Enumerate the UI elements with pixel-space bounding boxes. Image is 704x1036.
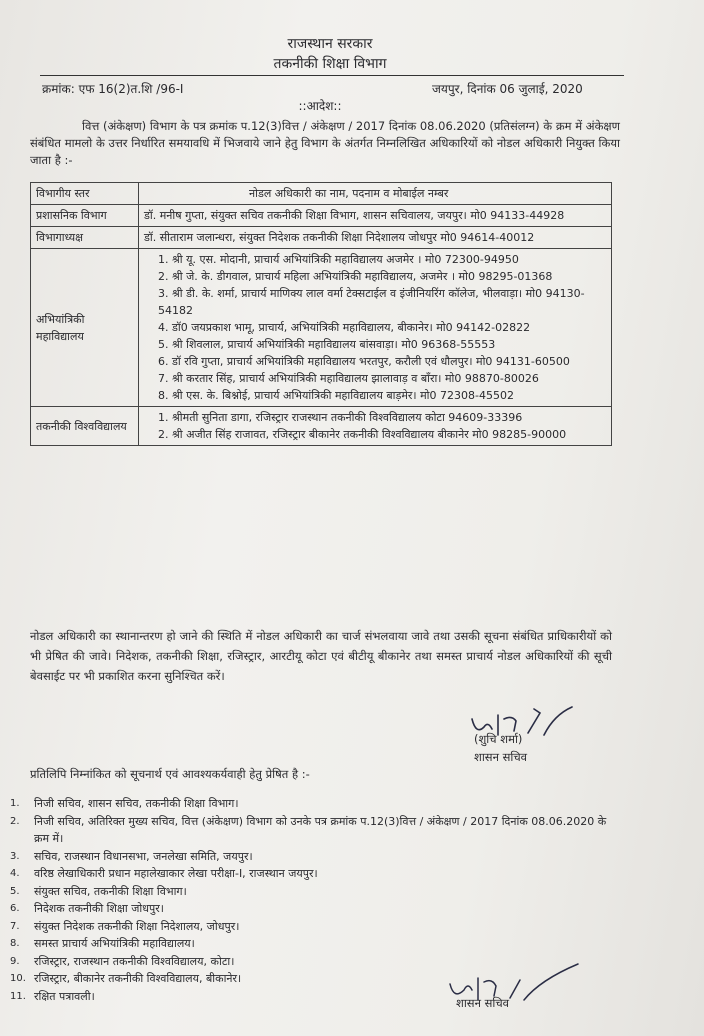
column-header-officer: नोडल अधिकारी का नाम, पदनाम व मोबाईल नम्बर [139, 183, 612, 205]
list-item [10, 865, 620, 883]
list-item: 6. डॉ रवि गुप्ता, प्राचार्य अभियांत्रिकी महाविद्यालय भरतपुर, करौली एवं धौलपुर। मो0 94131-60500 [158, 355, 570, 368]
row-officer-details: डॉ. सीताराम जलान्धरा, संयुक्त निदेशक तकनीकी शिक्षा निदेशालय जोधपुर मो0 94614-40012 [139, 227, 612, 249]
row-level-label: प्रशासनिक विभाग [31, 205, 139, 227]
intro-paragraph: वित्त (अंकेक्षण) विभाग के पत्र क्रमांक प.12(3)वित्त / अंकेक्षण / 2017 दिनांक 08.06.2020 (प्रतिसंलग्न) के क्रम में अंकेक्षण संबंधित मामलो के उत्तर निर्धारित समयावधि में भिजवाये जाने हेतु विभाग के अंतर्गत निम्नलिखित अधिकारियों को नोडल अधिकारी नियुक्त किया जाता है :- [30, 119, 620, 167]
table-row [31, 249, 612, 407]
list-item [10, 795, 620, 813]
item-number: 2. [10, 815, 20, 827]
signatory-name: (शुचि शर्मा) [474, 732, 523, 746]
row-officer-list [139, 249, 612, 407]
government-heading: राजस्थान सरकार [287, 36, 373, 52]
item-number: 8. [10, 938, 20, 949]
list-item [10, 918, 620, 936]
list-item [10, 883, 620, 901]
list-item: 3. श्री डी. के. शर्मा, प्राचार्य माणिक्य लाल वर्मा टेक्सटाईल व इंजीनियरिंग कॉलेज, भीलवाड़ा। मो0 94130-54182 [158, 287, 585, 317]
list-item: 2. श्री जे. के. डीगवाल, प्राचार्य महिला अभियांत्रिकी महाविद्यालय, अजमेर । मो0 98295-01368 [158, 270, 553, 283]
list-item: 7. श्री करतार सिंह, प्राचार्य अभियांत्रिकी महाविद्यालय झालावाड़ व बाँरा। मो0 98870-80026 [158, 372, 539, 385]
item-number: 6. [10, 903, 20, 914]
list-item: 5. श्री शिवलाल, प्राचार्य अभियांत्रिकी महाविद्यालय बांसवाड़ा। मो0 96368-55553 [158, 338, 496, 351]
column-header-level: विभागीय स्तर [31, 183, 139, 205]
university-officers [144, 409, 606, 443]
signatory-title: शासन सचिव [474, 750, 528, 764]
item-number: 9. [10, 955, 20, 967]
list-item [10, 813, 620, 848]
table-row [31, 407, 612, 446]
copy-to-heading: प्रतिलिपि निम्नांकित को सूचनार्थ एवं आवश्यकर्यवाही हेतु प्रेषित है :- [30, 767, 310, 781]
row-officer-list [139, 407, 612, 446]
nodal-officer-table [30, 182, 612, 446]
list-item: 1. श्री यू. एस. मोदानी, प्राचार्य अभियांत्रिकी महाविद्यालय अजमेर । मो0 72300-94950 [158, 253, 519, 266]
list-item: 8. श्री एस. के. बिश्नोई, प्राचार्य अभियांत्रिकी महाविद्यालय बाड़मेर। मो0 72308-45502 [158, 389, 514, 402]
table-header-row [31, 183, 612, 205]
row-level-label: विभागाध्यक्ष [31, 227, 139, 249]
list-item [10, 848, 620, 866]
item-number: 5. [10, 885, 20, 897]
row-officer-details: डॉ. मनीष गुप्ता, संयुक्त सचिव तकनीकी शिक्षा विभाग, शासन सचिवालय, जयपुर। मो0 94133-44928 [139, 205, 612, 227]
transfer-note-paragraph: नोडल अधिकारी का स्थानान्तरण हो जाने की स्थिति में नोडल अधिकारी का चार्ज संभलवाया जावे तथा उसकी सूचना संबंधित प्राधिकारीयों को भी प्रेषित की जावे। निदेशक, तकनीकी शिक्षा, रजिस्ट्रार, आरटीयू कोटा एवं बीटीयू बीकानेर तथा समस्त प्राचार्य नोडल अधिकारियों की सूची बेवसाईट पर भी प्रकाशित करना सुनिश्चित करें। [30, 629, 612, 683]
header-divider [40, 75, 624, 76]
item-text: सचिव, राजस्थान विधानसभा, जनलेखा समिति, जयपुर। [34, 849, 253, 863]
row-level-label: तकनीकी विश्वविद्यालय [31, 407, 139, 446]
item-text: निदेशक तकनीकी शिक्षा जोधपुर। [34, 902, 164, 915]
item-number: 7. [10, 920, 20, 932]
item-number: 10. [10, 973, 26, 984]
order-title: ::आदेश:: [298, 99, 342, 113]
item-text: समस्त प्राचार्य अभियांत्रिकी महाविद्यालय। [34, 937, 195, 950]
list-item: 4. डॉ0 जयप्रकाश भामू, प्राचार्य, अभियांत्रिकी महाविद्यालय, बीकानेर। मो0 94142-02822 [158, 321, 531, 334]
list-item [10, 900, 620, 918]
engineering-college-officers [144, 251, 606, 404]
item-text: रक्षित पत्रावली। [34, 989, 95, 1003]
item-text: निजी सचिव, शासन सचिव, तकनीकी शिक्षा विभाग। [34, 797, 239, 810]
item-text: निजी सचिव, अतिरिक्त मुख्य सचिव, वित्त (अंकेक्षण) विभाग को उनके पत्र क्रमांक प.12(3)वित्त / अंकेक्षण / 2017 दिनांक 08.06.2020 के क्रम में। [34, 814, 607, 845]
item-number: 11. [10, 990, 26, 1002]
item-text: संयुक्त निदेशक तकनीकी शिक्षा निदेशालय, जोधपुर। [34, 919, 240, 933]
signatory-title-copy: शासन सचिव [456, 996, 510, 1010]
item-text: संयुक्त सचिव, तकनीकी शिक्षा विभाग। [34, 884, 187, 898]
list-item: 1. श्रीमती सुनिता डागा, रजिस्ट्रार राजस्थान तकनीकी विश्वविद्यालय कोटा 94609-33396 [158, 411, 523, 424]
department-heading: तकनीकी शिक्षा विभाग [273, 56, 387, 72]
row-level-label: अभियांत्रिकी महाविद्यालय [31, 249, 139, 407]
item-text: वरिष्ठ लेखाधिकारी प्रधान महालेखाकार लेखा परीक्षा-I, राजस्थान जयपुर। [34, 867, 318, 880]
table-row [31, 227, 612, 249]
table-row [31, 205, 612, 227]
list-item [10, 935, 620, 953]
item-text: रजिस्ट्रार, राजस्थान तकनीकी विश्वविद्यालय, कोटा। [34, 954, 235, 968]
item-number: 3. [10, 850, 20, 862]
item-number: 1. [10, 798, 20, 809]
list-item: 2. श्री अजीत सिंह राजावत, रजिस्ट्रार बीकानेर तकनीकी विश्वविद्यालय बीकानेर मो0 98285-90000 [158, 428, 567, 441]
item-number: 4. [10, 868, 20, 879]
item-text: रजिस्ट्रार, बीकानेर तकनीकी विश्वविद्यालय, बीकानेर। [34, 972, 242, 985]
order-date: जयपुर, दिनांक 06 जुलाई, 2020 [432, 82, 583, 96]
reference-number: क्रमांक: एफ 16(2)त.शि /96-I [42, 82, 184, 96]
